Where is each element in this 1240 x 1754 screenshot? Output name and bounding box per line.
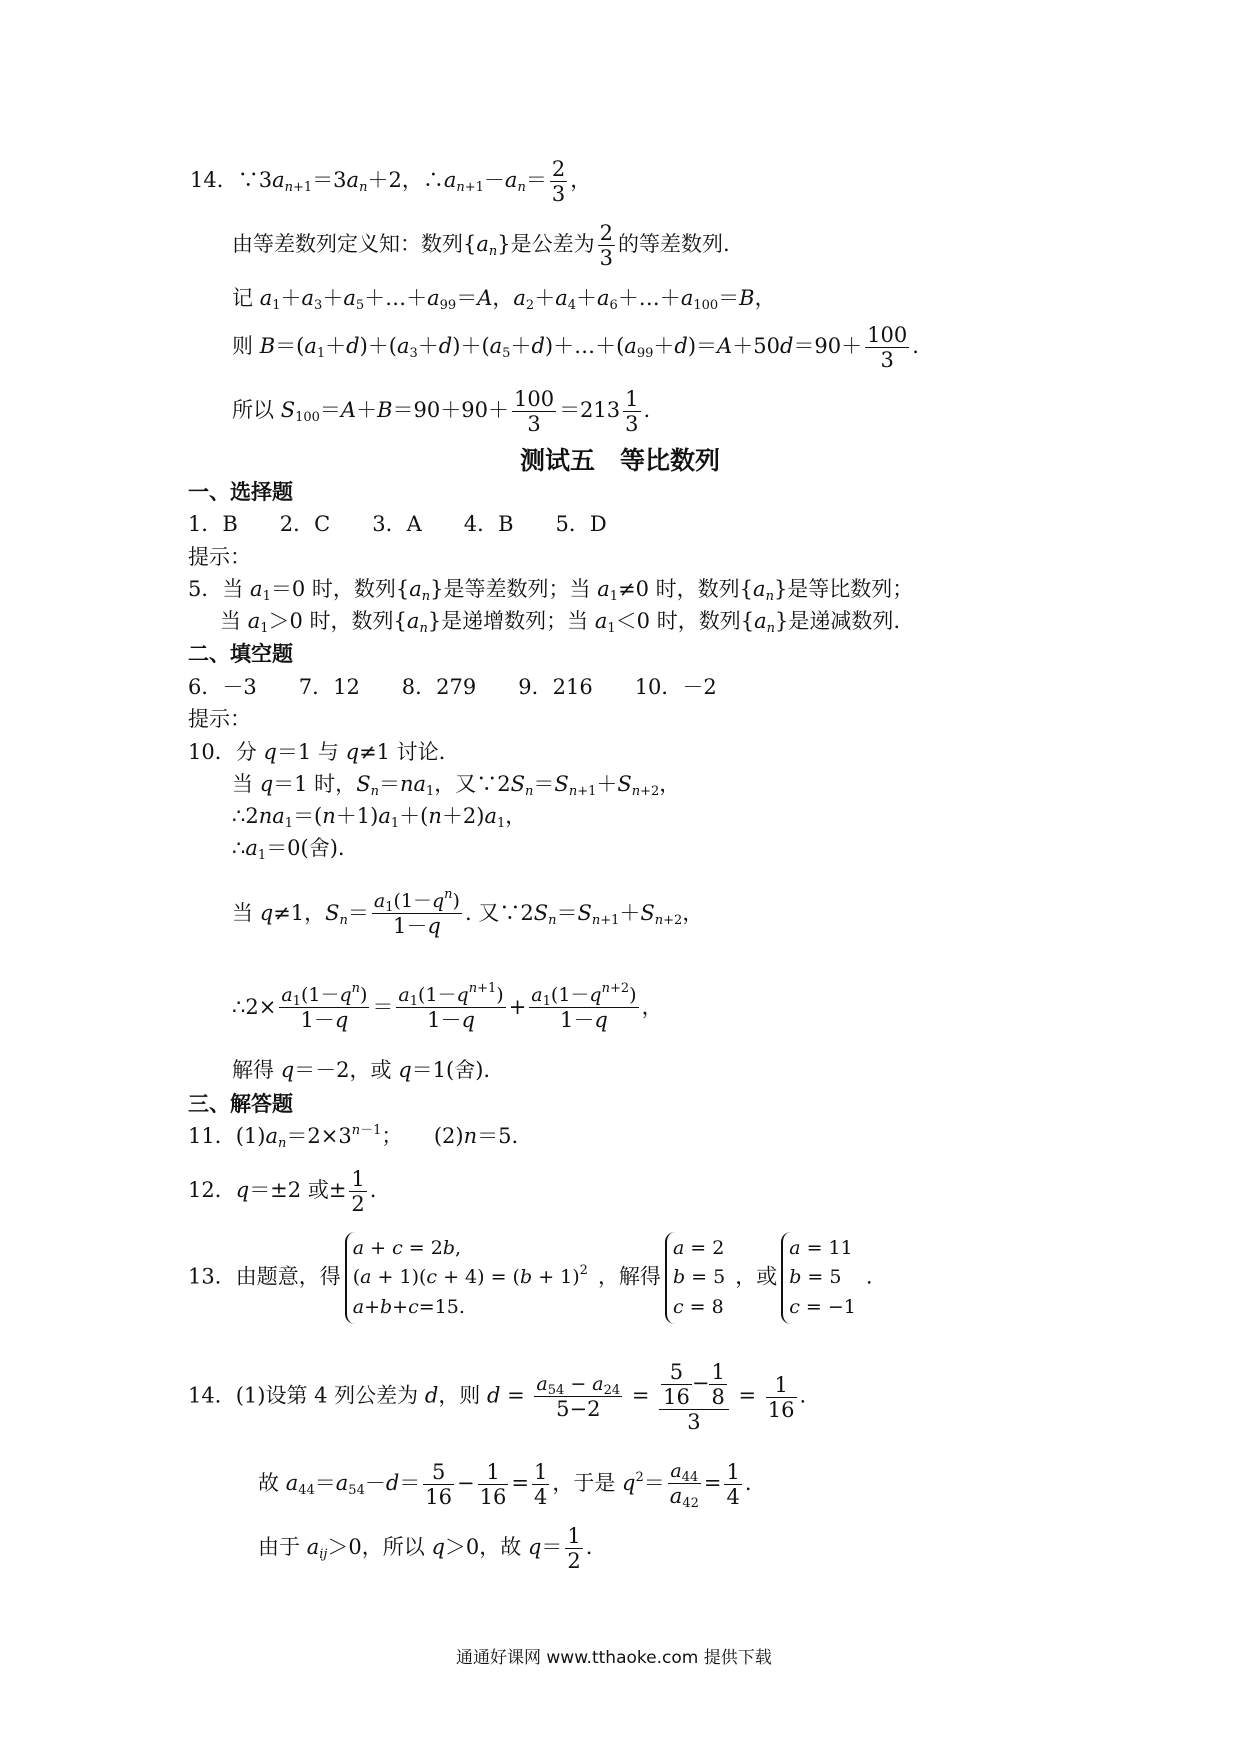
hint-10-line5: 当 q≠1，$S_n=$ $\frac{a_1(1-q^n)}{1-q}$ . 又$\because 2S_n=S_{n+1}+S_{n+2}$， [232,887,704,938]
prev-q14-line1: 14．$\because 3a_{n+1}=3a_n+2$，$\therefore a_{n+1}-a_n=$ $\frac{2}{3}$ ， [190,157,592,207]
hint-10-line6: ∴2× $\frac{a_1(1-q^n)}{1-q}$ ＝ $\frac{a_1(1-q^{n+1})}{1-q}$ + $\frac{a_1(1-q^{n+2})}{1-q}$ ， [232,981,663,1032]
heading-fill: 二、填空题 [188,642,293,666]
heading-choice: 一、选择题 [188,480,293,504]
prev-q14-line2: 由等差数列定义知：数列$\{a_n\}$是公差为 $\frac{2}{3}$ 的等差数列. [232,221,730,271]
prev-q14-line5: 所以 $S_{100}=A+B=90+90+$ $\frac{100}{3}$ ＝213 $\frac{1}{3}$ . [232,387,651,437]
fill-answers: 6．－3 7．12 8．279 9．216 10．－2 [188,675,717,699]
hint-label-2: 提示： [188,707,251,731]
hint-5-line2: 当 $a_1>0$ 时，数列$\{a_n\}$是递增数列；当 $a_1<0$ 时，数列$\{a_n\}$是递减数列. [220,609,901,636]
answer-14-line1: 14．(1)设第 4 列公差为 d，则 d = $\frac{a_{54} - a_{24}}{5-2}$ = $\frac{5}{16}$ − $\frac{1}{8}$ 3 = $\frac{1}{16}$ . [188,1360,807,1435]
hint-10-line7: 解得 q＝－2，或 q＝1(舍). [232,1058,491,1082]
hint-10-line3: $\therefore 2na_1=(n+1)a_1+(n+2)a_1$， [232,804,527,831]
choice-answers: 1．B 2．C 3．A 4．B 5．D [188,512,607,536]
page-footer: 通通好课网 www.tthaoke.com 提供下载 [456,1648,772,1668]
answer-14-line2: 故 $a_{44}=a_{54}-d=$ $\frac{5}{16}$ − $\frac{1}{16}$ = $\frac{1}{4}$ ，于是 $q^2=$ $\frac{a_{44}}{a_{42}}$ = $\frac{1}{4}$ . [258,1460,752,1511]
hint-10-line2: 当 q＝1 时，$S_n=na_1$，又$\because 2S_n=S_{n+1}+S_{n+2}$， [232,772,681,799]
answer-11: 11．$(1)a_n=2\times 3^{n-1}$； (2)n＝5. [188,1123,519,1151]
section-title: 测试五 等比数列 [520,446,721,475]
heading-answer: 三、解答题 [188,1092,293,1116]
answer-12: 12．q＝±2 或± $\frac{1}{2}$ . [188,1167,377,1217]
hint-5-line1: 5．当 $a_1=0$ 时，数列$\{a_n\}$是等差数列；当 $a_1\ne 0$ 时，数列$\{a_n\}$是等比数列； [188,577,914,604]
hint-10-line4: $\therefore a_1=0$(舍). [232,836,345,863]
answer-13: 13．由题意，得 a + c = 2b, $(a + 1)(c + 4) = (b + 1)^2$ a+b+c=15. ，解得 a = 2 b = 5 c = 8 ，或 a = 11 b = 5 c = −1 . [188,1232,873,1324]
answer-14-line3: 由于 $a_{ij}>0$，所以 q＞0，故 q＝ $\frac{1}{2}$ . [258,1524,593,1574]
prev-q14-line4: 则 $B=(a_1+d)+(a_3+d)+(a_5+d)+\dots+(a_{99}+d)=A+50d=90+$ $\frac{100}{3}$ . [232,323,919,373]
prev-q14-line3: 记 $a_1+a_3+a_5+\dots+a_{99}=A$，$a_2+a_4+a_6+\dots+a_{100}=B$， [232,286,776,313]
hint-label-1: 提示： [188,545,251,569]
hint-10-line1: 10．分 q＝1 与 q≠1 讨论. [188,740,446,764]
